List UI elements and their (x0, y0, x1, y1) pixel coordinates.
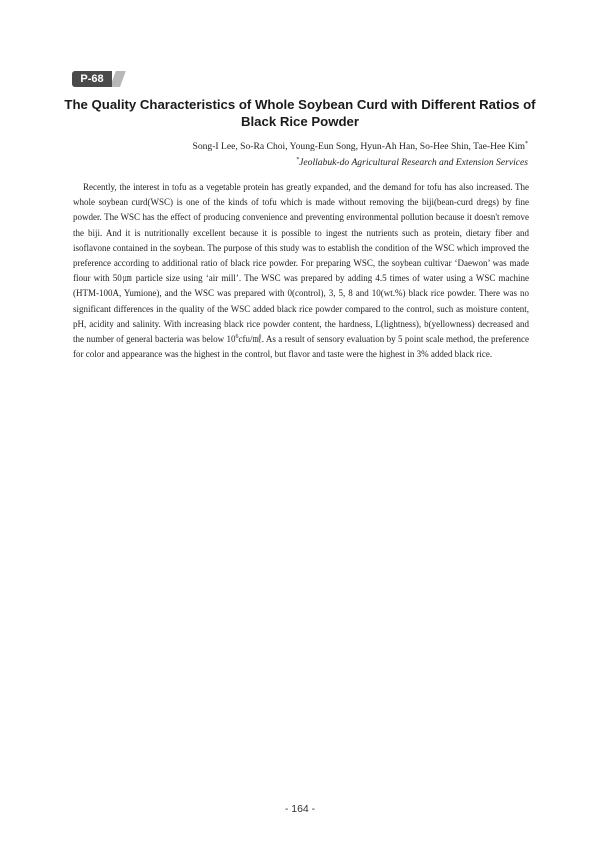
poster-number-label: P-68 (72, 71, 112, 87)
page-number: - 164 - (284, 803, 316, 815)
abstract-body (73, 180, 529, 362)
abstract-text-part-2: cfu/㎖. As a result of sensory evaluation by 5 point scale method, the preference for color and appearance was the highest in the control, but flavor and taste were the highest in 3% added black rice. (73, 334, 529, 360)
paper-title-line-1: The Quality Characteristics of Whole Soybean Curd with Different Ratios of (64, 97, 536, 112)
affiliation (296, 157, 528, 169)
paper-title-line-2: Black Rice Powder (240, 114, 359, 129)
abstract-text-part-1: Recently, the interest in tofu as a vegetable protein has greatly expanded, and the demand for tofu has also increased. The whole soybean curd(WSC) is one of the kinds of tofu which is made without removing the biji(bean-curd dregs) by fine powder. The WSC has the effect of producing convenience and preventing environmental pollution because it doesn't remove the biji. And it is nutritionally excellent because it is possible to ingest the nutrients such as protein, dietary fiber and isoflavone contained in the soybean. The purpose of this study was to establish the condition of the WSC which improved the preference according to additional ratio of black rice powder. For preparing WSC, the soybean cultivar ‘Daewon’ was made flour with 50㎛ particle size using ‘air mill’. The WSC was prepared by adding 4.5 times of water using a WSC machine (HTM-100A, Yumione), and the WSC was prepared with 0(control), 3, 5, 8 and 10(wt.%) black rice powder. There was no significant differences in the quality of the WSC added black rice powder compared to the control, such as moisture content, pH, acidity and salinity. With increasing black rice powder content, the hardness, L(lightness), b(yellowness) decreased and the number of general bacteria was below 10 (73, 182, 529, 345)
paper-title (60, 96, 540, 130)
abstract-exponent: 6 (235, 334, 239, 341)
author-names: Song-I Lee, So-Ra Choi, Young-Eun Song, Hyun-Ah Han, So-Hee Shin, Tae-Hee Kim (192, 141, 525, 152)
author-affiliation-marker: * (525, 140, 528, 147)
affiliation-marker: * (296, 156, 300, 163)
affiliation-text: Jeollabuk-do Agricultural Research and Extension Services (299, 157, 528, 168)
badge-tail-decoration (110, 71, 126, 87)
author-list (192, 141, 528, 153)
